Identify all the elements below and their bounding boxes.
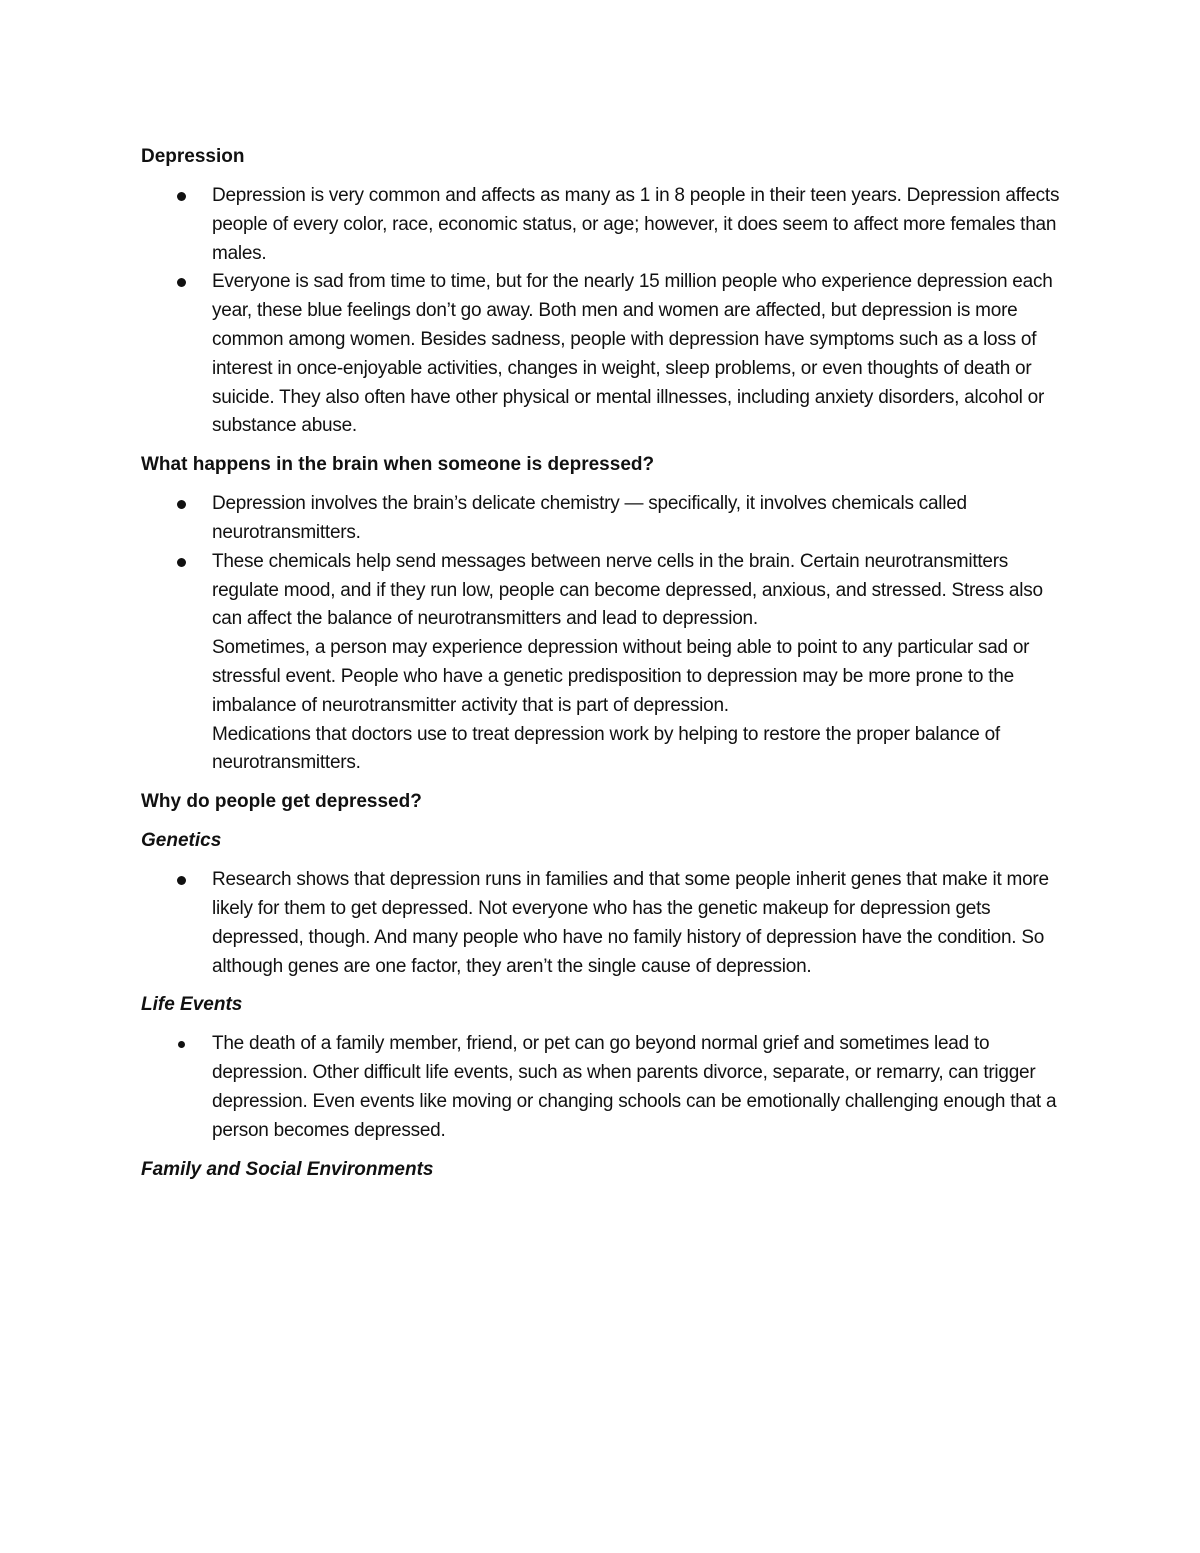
- document-page: [141, 143, 1071, 1195]
- bullet-dot-icon: [177, 500, 186, 509]
- list-item: [141, 182, 1071, 268]
- section-heading-depression: Depression: [141, 146, 245, 167]
- depression-bullet-list: [141, 182, 1071, 441]
- section-heading-brain: What happens in the brain when someone is depressed?: [141, 454, 655, 476]
- bullet-text: Depression involves the brain’s delicate chemistry — specifically, it involves chemicals called neurotransmitters.: [212, 493, 967, 543]
- bullet-paragraph: Medications that doctors use to treat depression work by helping to restore the proper balance of neurotransmitters.: [212, 723, 1000, 774]
- brain-bullet-list: [141, 490, 1071, 778]
- bullet-dot-icon: [177, 558, 186, 567]
- life-events-bullet-list: [141, 1030, 1071, 1145]
- subheading-life-events: Life Events: [141, 994, 243, 1016]
- subheading-genetics: Genetics: [141, 830, 222, 852]
- bullet-text: The death of a family member, friend, or pet can go beyond normal grief and sometimes lead to depression. Other difficult life events, such as when parents divorce, separate, or remarry, can trigger depression. Even events like moving or changing schools can be emotionally challenging enough that a person becomes depressed.: [212, 1033, 1057, 1141]
- subheading-family-social: Family and Social Environments: [141, 1158, 434, 1180]
- bullet-paragraph: Sometimes, a person may experience depression without being able to point to any particular sad or stressful event. People who have a genetic predisposition to depression may be more prone to the imbalance of neurotransmitter activity that is part of depression.: [212, 637, 1030, 716]
- list-item: [141, 866, 1071, 981]
- list-item: [141, 1030, 1071, 1145]
- list-item: [141, 490, 1071, 548]
- genetics-bullet-list: [141, 866, 1071, 981]
- list-item: [141, 548, 1071, 778]
- bullet-dot-icon: [177, 192, 186, 201]
- bullet-text: Depression is very common and affects as many as 1 in 8 people in their teen years. Depression affects people of every color, race, economic status, or age; however, it does seem to affect more females than males.: [212, 185, 1060, 264]
- bullet-dot-icon: [177, 278, 186, 287]
- bullet-dot-icon: [177, 876, 186, 885]
- section-heading-why: Why do people get depressed?: [141, 791, 422, 813]
- bullet-dot-icon: [178, 1041, 185, 1048]
- bullet-text: Research shows that depression runs in families and that some people inherit genes that make it more likely for them to get depressed. Not everyone who has the genetic makeup for depression gets depressed, though. And many people who have no family history of depression have the condition. So although genes are one factor, they aren’t the single cause of depression.: [212, 869, 1049, 977]
- bullet-text: Everyone is sad from time to time, but for the nearly 15 million people who experience depression each year, these blue feelings don’t go away. Both men and women are affected, but depression is more common among women. Besides sadness, people with depression have symptoms such as a loss of interest in once-enjoyable activities, changes in weight, sleep problems, or even thoughts of death or suicide. They also often have other physical or mental illnesses, including anxiety disorders, alcohol or substance abuse.: [212, 271, 1053, 437]
- list-item: [141, 268, 1071, 441]
- bullet-paragraph: These chemicals help send messages between nerve cells in the brain. Certain neurotransmitters regulate mood, and if they run low, people can become depressed, anxious, and stressed. Stress also can affect the balance of neurotransmitters and lead to depression.: [212, 550, 1043, 630]
